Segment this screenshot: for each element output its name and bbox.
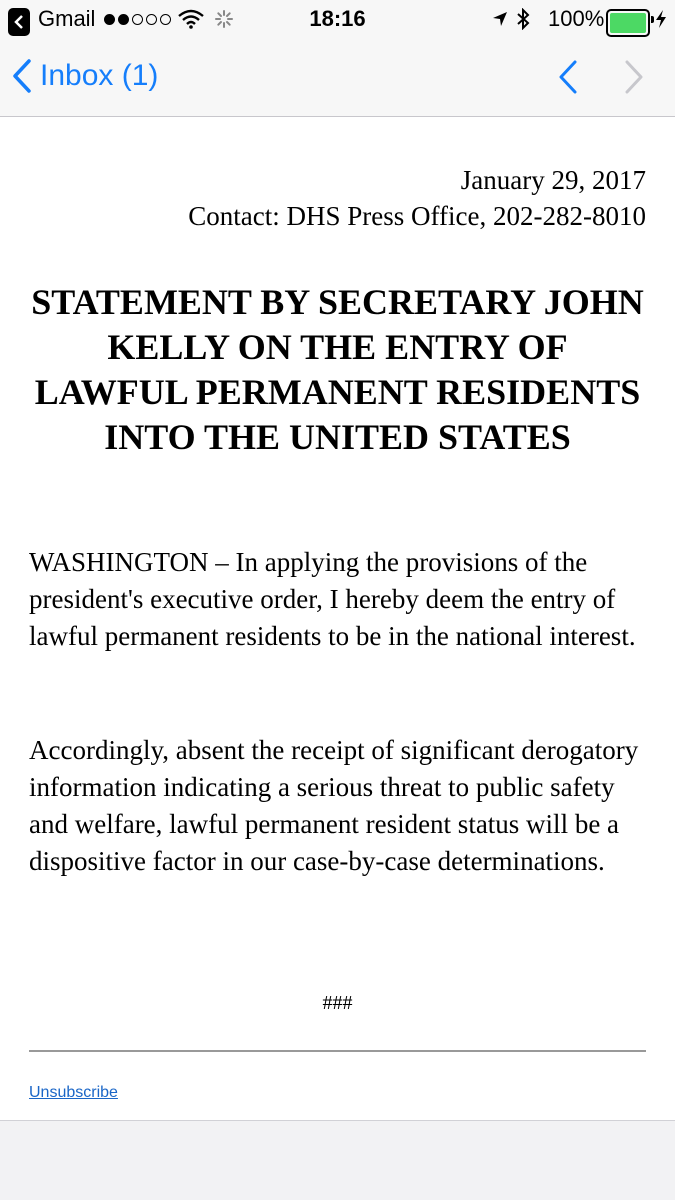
- release-date: January 29, 2017: [460, 165, 646, 195]
- divider: [29, 1050, 646, 1052]
- body-paragraph: Accordingly, absent the receipt of significant derogatory information indicating a serious threat to public safety and welfare, lawful permanent resident status will be a dispositive factor in our case-by-case determinations.: [29, 735, 639, 876]
- next-message-button[interactable]: [622, 58, 652, 98]
- status-bar: [0, 0, 675, 38]
- previous-message-button[interactable]: [556, 58, 586, 98]
- charging-bolt-icon: [655, 5, 667, 33]
- press-release-header: [188, 162, 646, 234]
- unsubscribe-link[interactable]: Unsubscribe: [29, 1084, 118, 1101]
- battery-percentage: 100%: [548, 6, 605, 31]
- end-of-release-marks: ###: [322, 992, 353, 1014]
- chevron-left-icon: [12, 59, 32, 93]
- back-to-app-label[interactable]: Gmail: [38, 6, 96, 31]
- press-contact: Contact: DHS Press Office, 202-282-8010: [188, 201, 646, 231]
- chevron-down-icon: [622, 58, 646, 96]
- battery-icon: [606, 9, 650, 37]
- clock: 18:16: [309, 6, 366, 31]
- back-button-label: Inbox (1): [40, 59, 159, 92]
- body-paragraph: WASHINGTON – In applying the provisions of the president's executive order, I hereby deem the entry of lawful permanent residents to be in the national interest.: [29, 547, 636, 651]
- back-to-inbox-button[interactable]: [12, 56, 158, 96]
- chevron-up-icon: [556, 58, 580, 96]
- statement-headline: STATEMENT BY SECRETARY JOHN KELLY ON THE ENTRY OF LAWFUL PERMANENT RESIDENTS INTO THE UNITED STATES: [31, 282, 644, 457]
- message-body: [0, 118, 675, 1120]
- bluetooth-icon: [516, 5, 530, 33]
- location-arrow-icon: [492, 5, 508, 33]
- navigation-bar: [0, 38, 675, 117]
- bottom-toolbar: [0, 1120, 675, 1200]
